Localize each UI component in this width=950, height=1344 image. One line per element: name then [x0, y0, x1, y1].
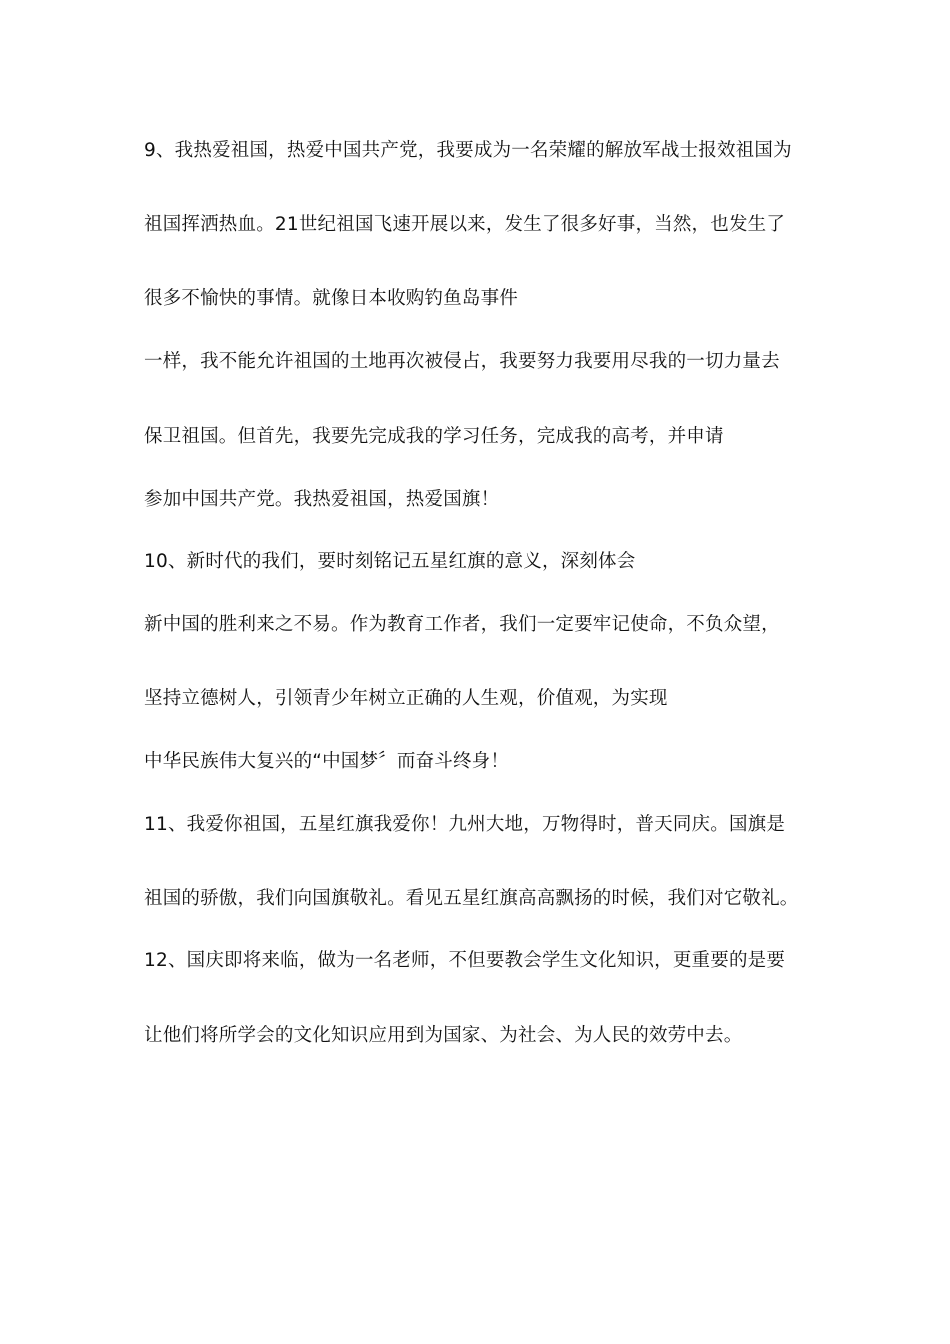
text-line: 让他们将所学会的文化知识应用到为国家、为社会、为人民的效劳中去。	[144, 1025, 743, 1046]
text-line: 中华民族伟大复兴的“中国梦〞而奋斗终身！	[144, 751, 510, 772]
text-line: 新中国的胜利来之不易。作为教育工作者，我们一定要牢记使命，不负众望，	[144, 614, 780, 635]
text-line: 很多不愉快的事情。就像日本收购钓鱼岛事件	[144, 288, 519, 309]
text-line: 一样，我不能允许祖国的土地再次被侵占，我要努力我要用尽我的一切力量去	[144, 351, 780, 372]
text-line: 12、国庆即将来临，做为一名老师，不但要教会学生文化知识，更重要的是要	[144, 950, 786, 971]
text-line: 保卫祖国。但首先，我要先完成我的学习任务，完成我的高考，并申请	[144, 426, 724, 447]
text-line: 坚持立德树人，引领青少年树立正确的人生观，价值观，为实现	[144, 688, 668, 709]
text-line: 9、我热爱祖国，热爱中国共产党，我要成为一名荣耀的解放军战士报效祖国为	[144, 140, 792, 161]
text-line: 11、我爱你祖国，五星红旗我爱你！九州大地，万物得时，普天同庆。国旗是	[144, 814, 786, 835]
text-line: 祖国的骄傲，我们向国旗敬礼。看见五星红旗高高飘扬的时候，我们对它敬礼。	[144, 888, 799, 909]
text-line: 参加中国共产党。我热爱祖国，热爱国旗！	[144, 489, 500, 510]
text-line: 10、新时代的我们，要时刻铭记五星红旗的意义，深刻体会	[144, 551, 636, 572]
text-line: 祖国挥洒热血。21世纪祖国飞速开展以来，发生了很多好事，当然，也发生了	[144, 214, 786, 235]
